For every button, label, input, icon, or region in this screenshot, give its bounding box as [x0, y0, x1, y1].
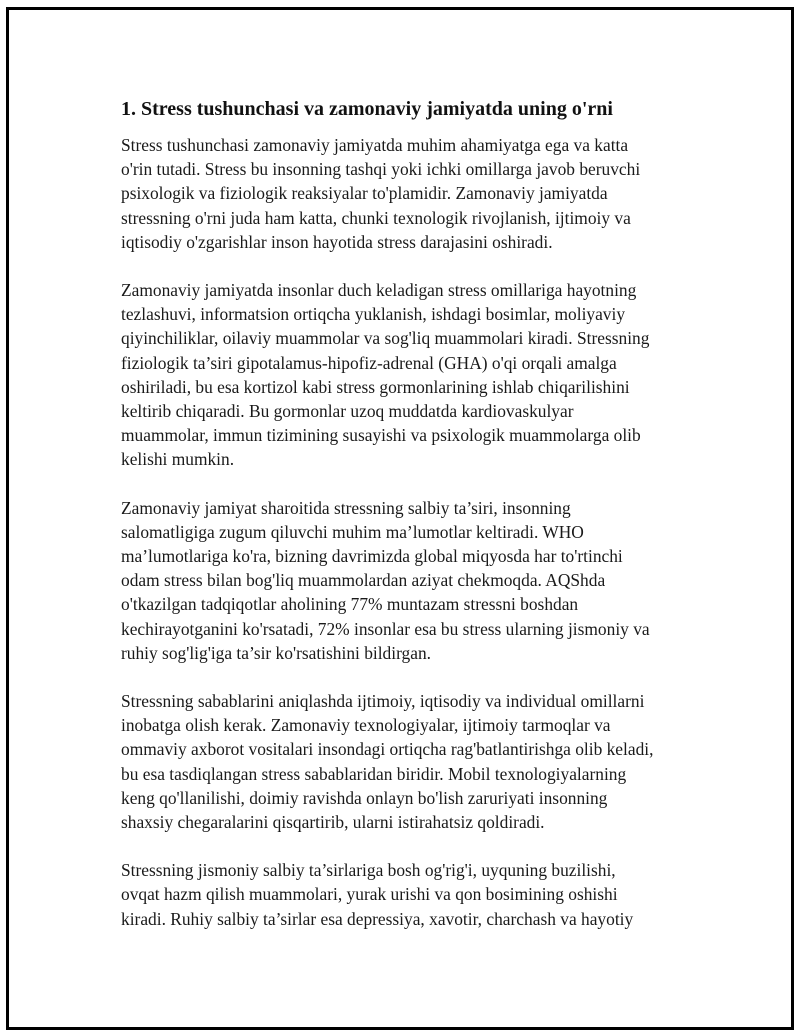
paragraph-1: Stress tushunchasi zamonaviy jamiyatda muhim ahamiyatga ega va katta o'rin tutadi. Stress bu insonning tashqi yoki ichki omillarga javob beruvchi psixologik va fiziologik reaksiyalar to'plamidir. Zamonaviy jamiyatda stressning o'rni juda ham katta, chunki texnologik rivojlanish, ijtimoiy va iqtisodiy o'zgarishlar inson hayotida stress darajasini oshiradi.: [121, 135, 641, 252]
page-frame: [6, 7, 794, 1030]
paragraph-5: Stressning jismoniy salbiy ta’sirlariga bosh og'rig'i, uyquning buzilishi, ovqat hazm qilish muammolari, yurak urishi va qon bosimining oshishi kiradi. Ruhiy salbiy ta’sirlar esa depressiya, xavotir, charchash va hayotiy: [121, 860, 634, 929]
paragraph-4: Stressning sabablarini aniqlashda ijtimoiy, iqtisodiy va individual omillarni inobatga olish kerak. Zamonaviy texnologiyalar, ijtimoiy tarmoqlar va ommaviy axborot vositalari insondagi ortiqcha rag'batlantirishga olib keladi, bu esa tasdiqlangan stress sabablaridan biridir. Mobil texnologiyalarning keng qo'llanilishi, doimiy ravishda onlayn bo'lish zaruriyati insonning shaxsiy chegaralarini qisqartirib, ularni istirahatsiz qoldiradi.: [121, 691, 654, 833]
section-heading: 1. Stress tushunchasi va zamonaviy jamiyatda uning o'rni: [121, 98, 613, 120]
paragraph-2: Zamonaviy jamiyatda insonlar duch keladigan stress omillariga hayotning tezlashuvi, informatsion ortiqcha yuklanish, ishdagi bosimlar, moliyaviy qiyinchiliklar, oilaviy muammolar va sog'liq muammolari kiradi. Stressning fiziologik ta’siri gipotalamus-hipofiz-adrenal (GHA) o'qi orqali amalga oshiriladi, bu esa kortizol kabi stress gormonlarining ishlab chiqarilishini keltirib chiqaradi. Bu gormonlar uzoq muddatda kardiovaskulyar muammolar, immun tizimining susayishi va psixologik muammolarga olib kelishi mumkin.: [121, 280, 650, 470]
paragraph-3: Zamonaviy jamiyat sharoitida stressning salbiy ta’siri, insonning salomatligiga zugum qiluvchi muhim ma’lumotlar keltiradi. WHO ma’lumotlariga ko'ra, bizning davrimizda global miqyosda har to'rtinchi odam stress bilan bog'liq muammolardan aziyat chekmoqda. AQShda o'tkazilgan tadqiqotlar aholining 77% muntazam stressni boshdan kechirayotganini ko'rsatadi, 72% insonlar esa bu stress ularning jismoniy va ruhiy sog'lig'iga ta’sir ko'rsatishini bildirgan.: [121, 497, 650, 663]
document-body: [121, 95, 691, 955]
